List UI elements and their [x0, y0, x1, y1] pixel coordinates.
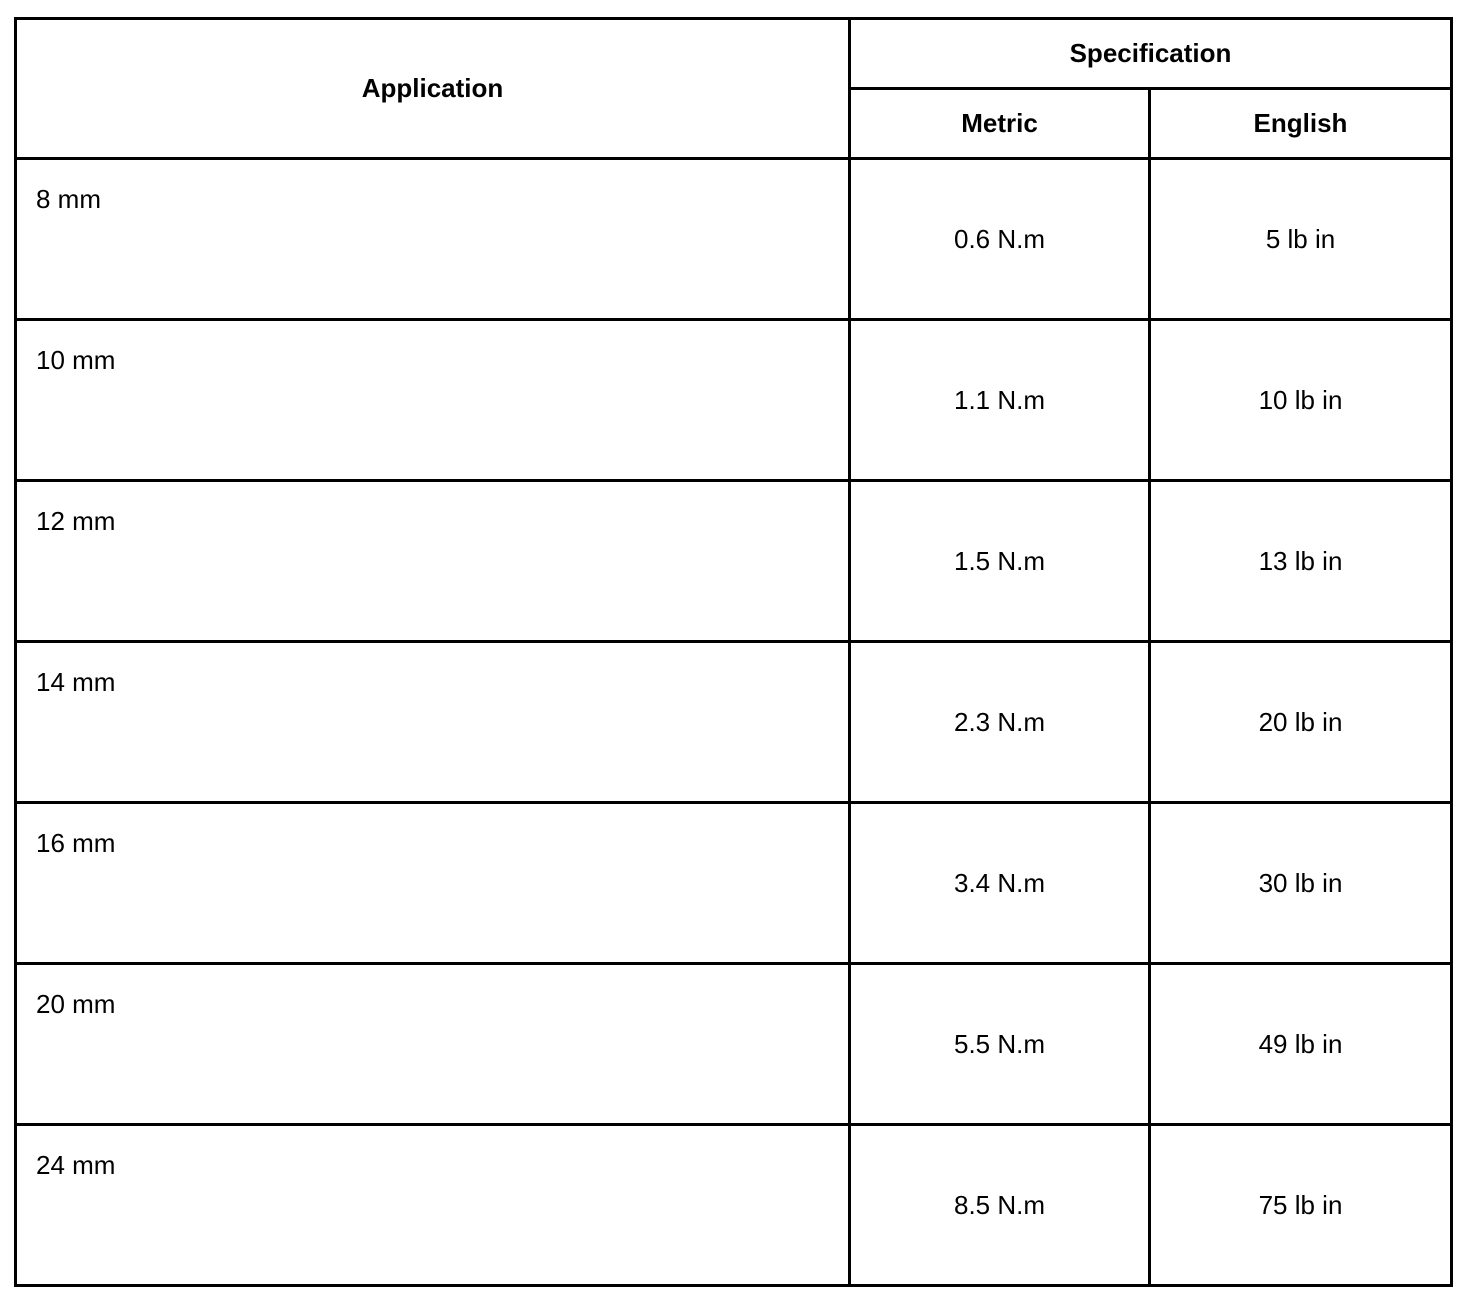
application-cell: 12 mm [16, 481, 850, 642]
specification-header: Specification [850, 19, 1452, 89]
table-row [16, 481, 1452, 642]
english-cell: 5 lb in [1150, 159, 1452, 320]
english-cell: 10 lb in [1150, 320, 1452, 481]
english-cell: 49 lb in [1150, 964, 1452, 1125]
metric-cell: 5.5 N.m [850, 964, 1150, 1125]
table-row [16, 1125, 1452, 1286]
metric-header: Metric [850, 89, 1150, 159]
application-header: Application [16, 19, 850, 159]
metric-cell: 0.6 N.m [850, 159, 1150, 320]
metric-cell: 1.1 N.m [850, 320, 1150, 481]
english-cell: 75 lb in [1150, 1125, 1452, 1286]
header-row-top [16, 19, 1452, 89]
table-row [16, 320, 1452, 481]
english-cell: 13 lb in [1150, 481, 1452, 642]
english-cell: 30 lb in [1150, 803, 1452, 964]
application-cell: 14 mm [16, 642, 850, 803]
metric-cell: 1.5 N.m [850, 481, 1150, 642]
metric-cell: 3.4 N.m [850, 803, 1150, 964]
application-cell: 8 mm [16, 159, 850, 320]
table-row [16, 159, 1452, 320]
table-row [16, 964, 1452, 1125]
application-cell: 24 mm [16, 1125, 850, 1286]
metric-cell: 2.3 N.m [850, 642, 1150, 803]
application-cell: 16 mm [16, 803, 850, 964]
application-cell: 10 mm [16, 320, 850, 481]
torque-spec-table [14, 17, 1453, 1287]
table-row [16, 642, 1452, 803]
metric-cell: 8.5 N.m [850, 1125, 1150, 1286]
application-cell: 20 mm [16, 964, 850, 1125]
english-cell: 20 lb in [1150, 642, 1452, 803]
table-row [16, 803, 1452, 964]
english-header: English [1150, 89, 1452, 159]
